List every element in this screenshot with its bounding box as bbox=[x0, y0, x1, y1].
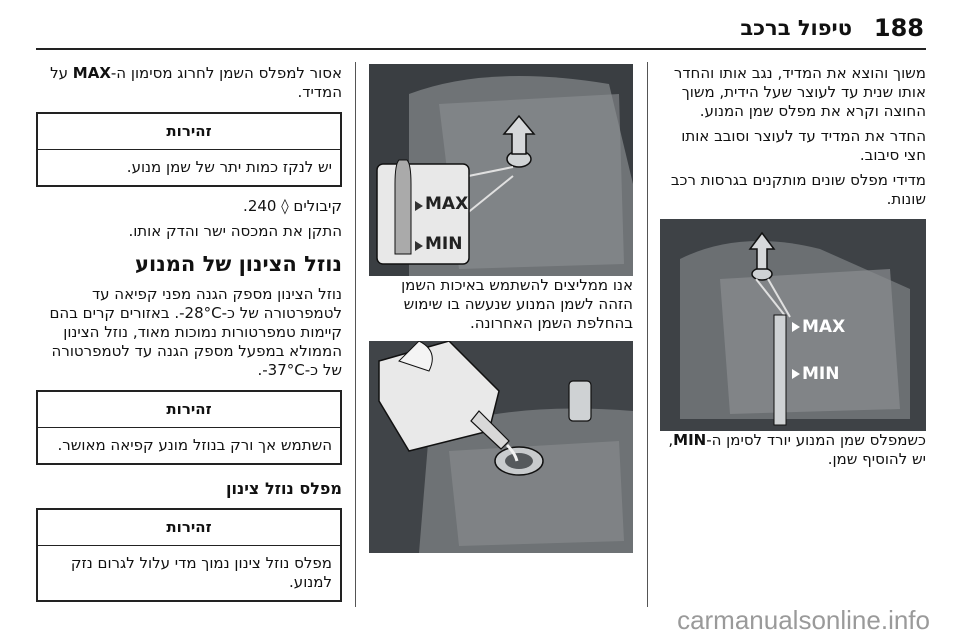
section-title: נוזל הצינון של המנוע bbox=[135, 252, 342, 276]
oil-pouring-figure bbox=[369, 341, 633, 553]
page-number: 188 bbox=[873, 14, 924, 42]
paragraph: מדידי מפלס שונים מותקנים בגרסות רכב שונות. bbox=[670, 171, 926, 208]
dipstick-figure bbox=[660, 219, 926, 431]
caution-notice bbox=[36, 390, 342, 465]
column-divider-right bbox=[647, 62, 648, 607]
notice-title: זהירות bbox=[38, 392, 340, 428]
notice-body: מפלס נוזל צינון נמוך מדי עלול לגרום נזק למנוע. bbox=[70, 554, 332, 591]
running-title: טיפול ברכב bbox=[740, 16, 852, 40]
page-header bbox=[0, 10, 960, 50]
min-label: MIN bbox=[425, 234, 463, 254]
paragraph: אסור למפלס השמן לחרוג מסימון ה-MAX על המדיד. bbox=[50, 64, 342, 101]
max-label: MAX bbox=[802, 317, 846, 337]
column-middle bbox=[369, 64, 633, 553]
max-mark: MAX bbox=[72, 64, 111, 82]
notice-title: זהירות bbox=[38, 114, 340, 150]
figure-caption: אנו ממליצים להשתמש באיכות השמן הזהה לשמן המנוע שנעשה בו שימוש בהחלפת השמן האחרונה. bbox=[401, 276, 633, 332]
paragraph: התקן את המכסה ישר והדק אותו. bbox=[128, 222, 342, 240]
paragraph: קיבולים ◊ 240. bbox=[243, 197, 342, 215]
column-divider-left bbox=[355, 62, 356, 607]
column-right bbox=[660, 64, 926, 475]
min-mark: MIN bbox=[673, 431, 707, 449]
dipstick-closeup-figure bbox=[369, 64, 633, 276]
min-label: MIN bbox=[802, 364, 840, 384]
header-rule bbox=[36, 48, 926, 50]
column-left bbox=[36, 64, 342, 612]
paragraph: נוזל הצינון מספק הגנה מפני קפיאה עד לטמפרטורה של כ-‎-28°C. באזורים קרים בהם קיימות טמפרטורות נמוכות מאוד, נוזל הצינון הממולא במפעל מספק הגנה עד לטמפרטורה של כ-‎-37°C. bbox=[49, 285, 342, 379]
notice-title: זהירות bbox=[38, 510, 340, 546]
watermark: carmanualsonline.info bbox=[677, 605, 930, 635]
subsection-title: מפלס נוזל צינון bbox=[225, 479, 342, 498]
figure-caption: כשמפלס שמן המנוע יורד לסימן ה-MIN, יש להוסיף שמן. bbox=[668, 431, 926, 468]
notice-body: השתמש אך ורק בנוזל מונע קפיאה מאושר. bbox=[57, 436, 332, 454]
caution-notice bbox=[36, 112, 342, 187]
paragraph: משוך והוצא את המדיד, נגב אותו והחדר אותו שנית עד לעוצר שעל הידית, משוך החוצה וקרא את מפלס שמן המנוע. bbox=[673, 64, 926, 120]
caution-notice bbox=[36, 508, 342, 602]
max-label: MAX bbox=[425, 194, 469, 214]
notice-body: יש לנקז כמות יתר של שמן מנוע. bbox=[126, 158, 332, 176]
paragraph: החדר את המדיד עד לעוצר וסובב אותו חצי סיבוב. bbox=[681, 127, 926, 164]
